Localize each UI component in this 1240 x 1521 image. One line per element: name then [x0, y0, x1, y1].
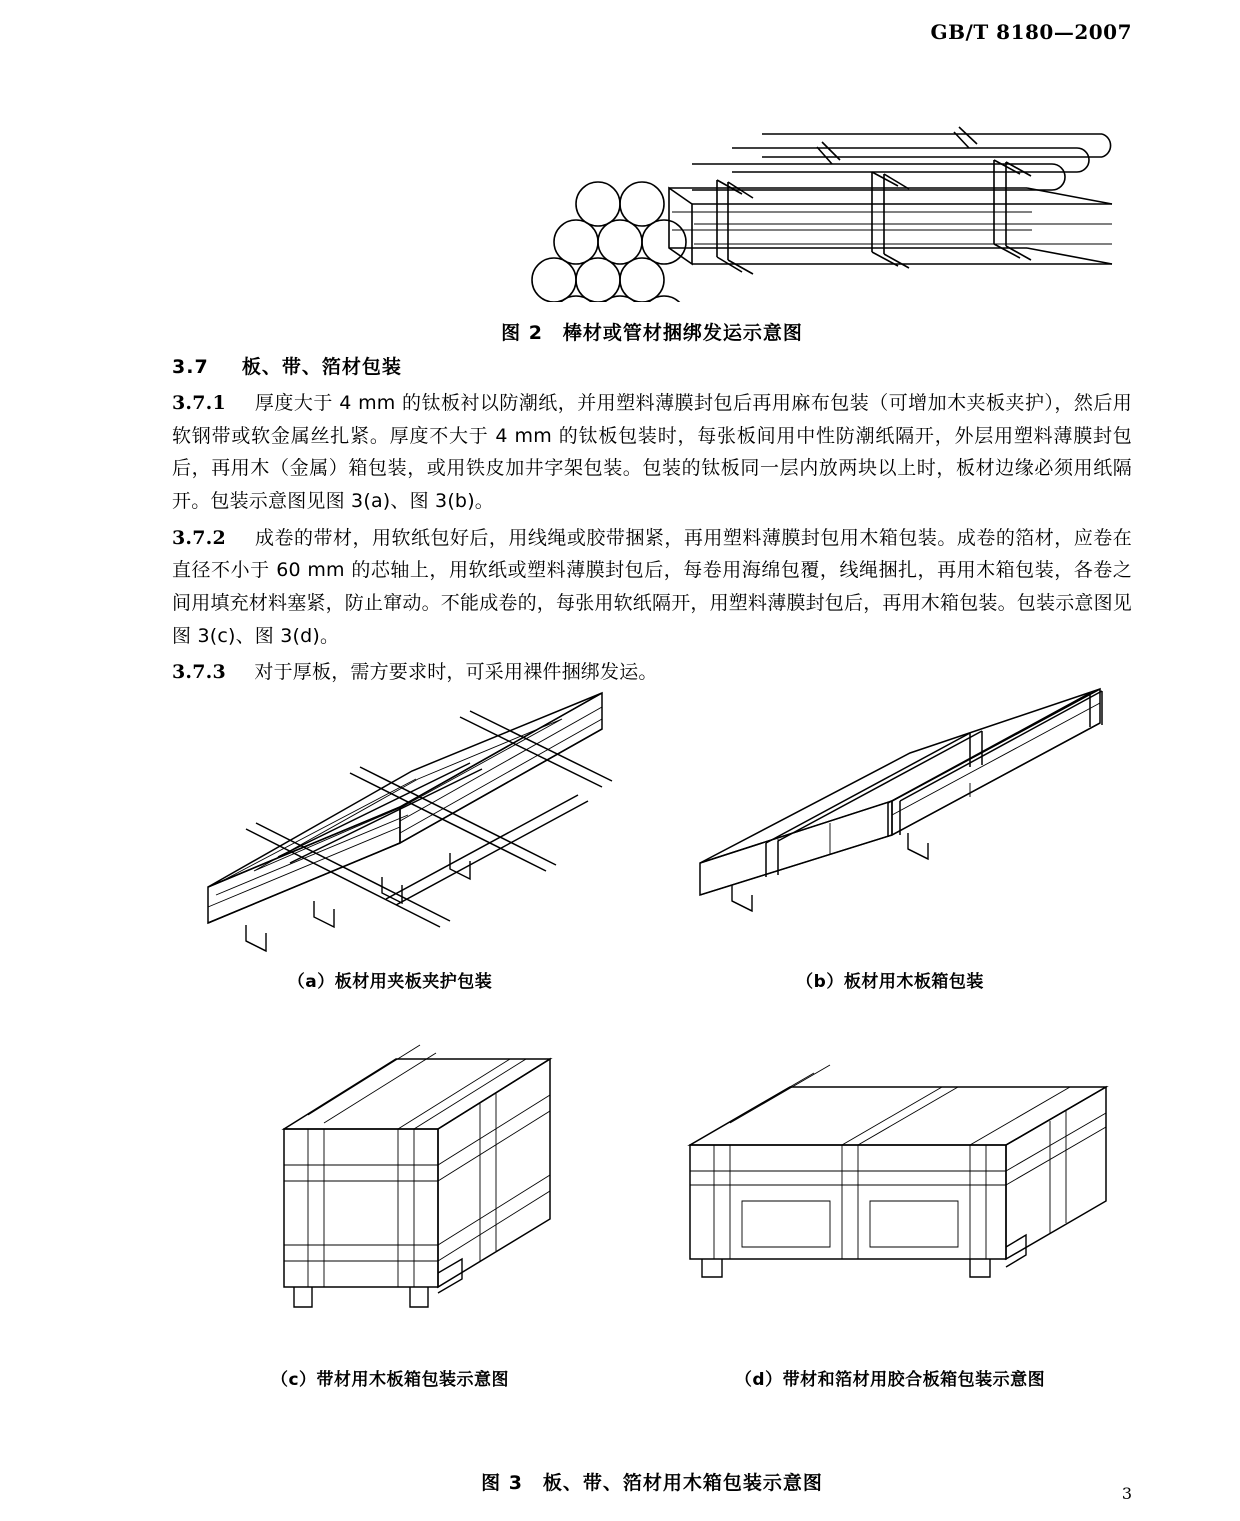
figure-3-sub-captions-top	[140, 967, 1140, 992]
figure-3-sub-captions-bottom	[140, 1365, 1140, 1390]
figure-3c-illustration	[250, 1033, 650, 1333]
paragraph-text: 对于厚板，需方要求时，可采用裸件捆绑发运。	[254, 661, 658, 684]
figure-3a-caption: （a）板材用夹板夹护包装	[287, 972, 493, 992]
section-number: 3.7	[172, 356, 209, 378]
figure-2-caption: 图 2 棒材或管材捆绑发运示意图	[501, 322, 803, 344]
figure-2-illustration	[172, 52, 1132, 302]
page-header-standard-code: GB/T 8180—2007	[930, 20, 1132, 44]
paragraph-text: 厚度大于 4 mm 的钛板衬以防潮纸，并用塑料薄膜封包后再用麻布包装（可增加木夹板夹护），然后用软钢带或软金属丝扎紧。厚度不大于 4 mm 的钛板包装时，每张板间用中性防潮纸隔开，外层用塑料薄膜封包后，再用木（金属）箱包装，或用铁皮加井字架包装。包装的钛板同一层内放两块以上时，板材边缘必须用纸隔开。包装示意图见图 3(a)、图 3(b)。	[172, 392, 1132, 513]
figure-3d-illustration	[670, 1043, 1130, 1333]
figure-3b-caption: （b）板材用木板箱包装	[796, 972, 984, 992]
paragraph-text: 成卷的带材，用软纸包好后，用线绳或胶带捆紧，再用塑料薄膜封包用木箱包装。成卷的箔材，应卷在直径不小于 60 mm 的芯轴上，用软纸或塑料薄膜封包后，每卷用海绵包覆，线绳捆扎，再用木箱包装，各卷之间用填充材料塞紧，防止窜动。不能成卷的，每张用软纸隔开，用塑料薄膜封包后，再用木箱包装。包装示意图见图 3(c)、图 3(d)。	[172, 526, 1133, 647]
paragraph-3-7-2	[172, 522, 1132, 653]
figure-3-illustration-group	[140, 675, 1140, 1395]
section-heading	[172, 352, 1132, 379]
figure-3d-caption: （d）带材和箔材用胶合板箱包装示意图	[734, 1370, 1046, 1390]
paragraph-number: 3.7.1	[172, 392, 226, 414]
figure-3a-illustration	[150, 675, 650, 965]
figure-3-caption: 图 3 板、带、箔材用木箱包装示意图	[481, 1472, 823, 1494]
figure-3b-illustration	[670, 675, 1140, 965]
section-title: 板、带、箔材包装	[241, 356, 402, 378]
paragraph-3-7-1	[172, 387, 1132, 518]
paragraph-number: 3.7.3	[172, 661, 226, 684]
paragraph-number: 3.7.2	[172, 526, 226, 549]
figure-3c-caption: （c）带材用木板箱包装示意图	[270, 1370, 510, 1390]
page-number: 3	[1121, 1484, 1132, 1503]
